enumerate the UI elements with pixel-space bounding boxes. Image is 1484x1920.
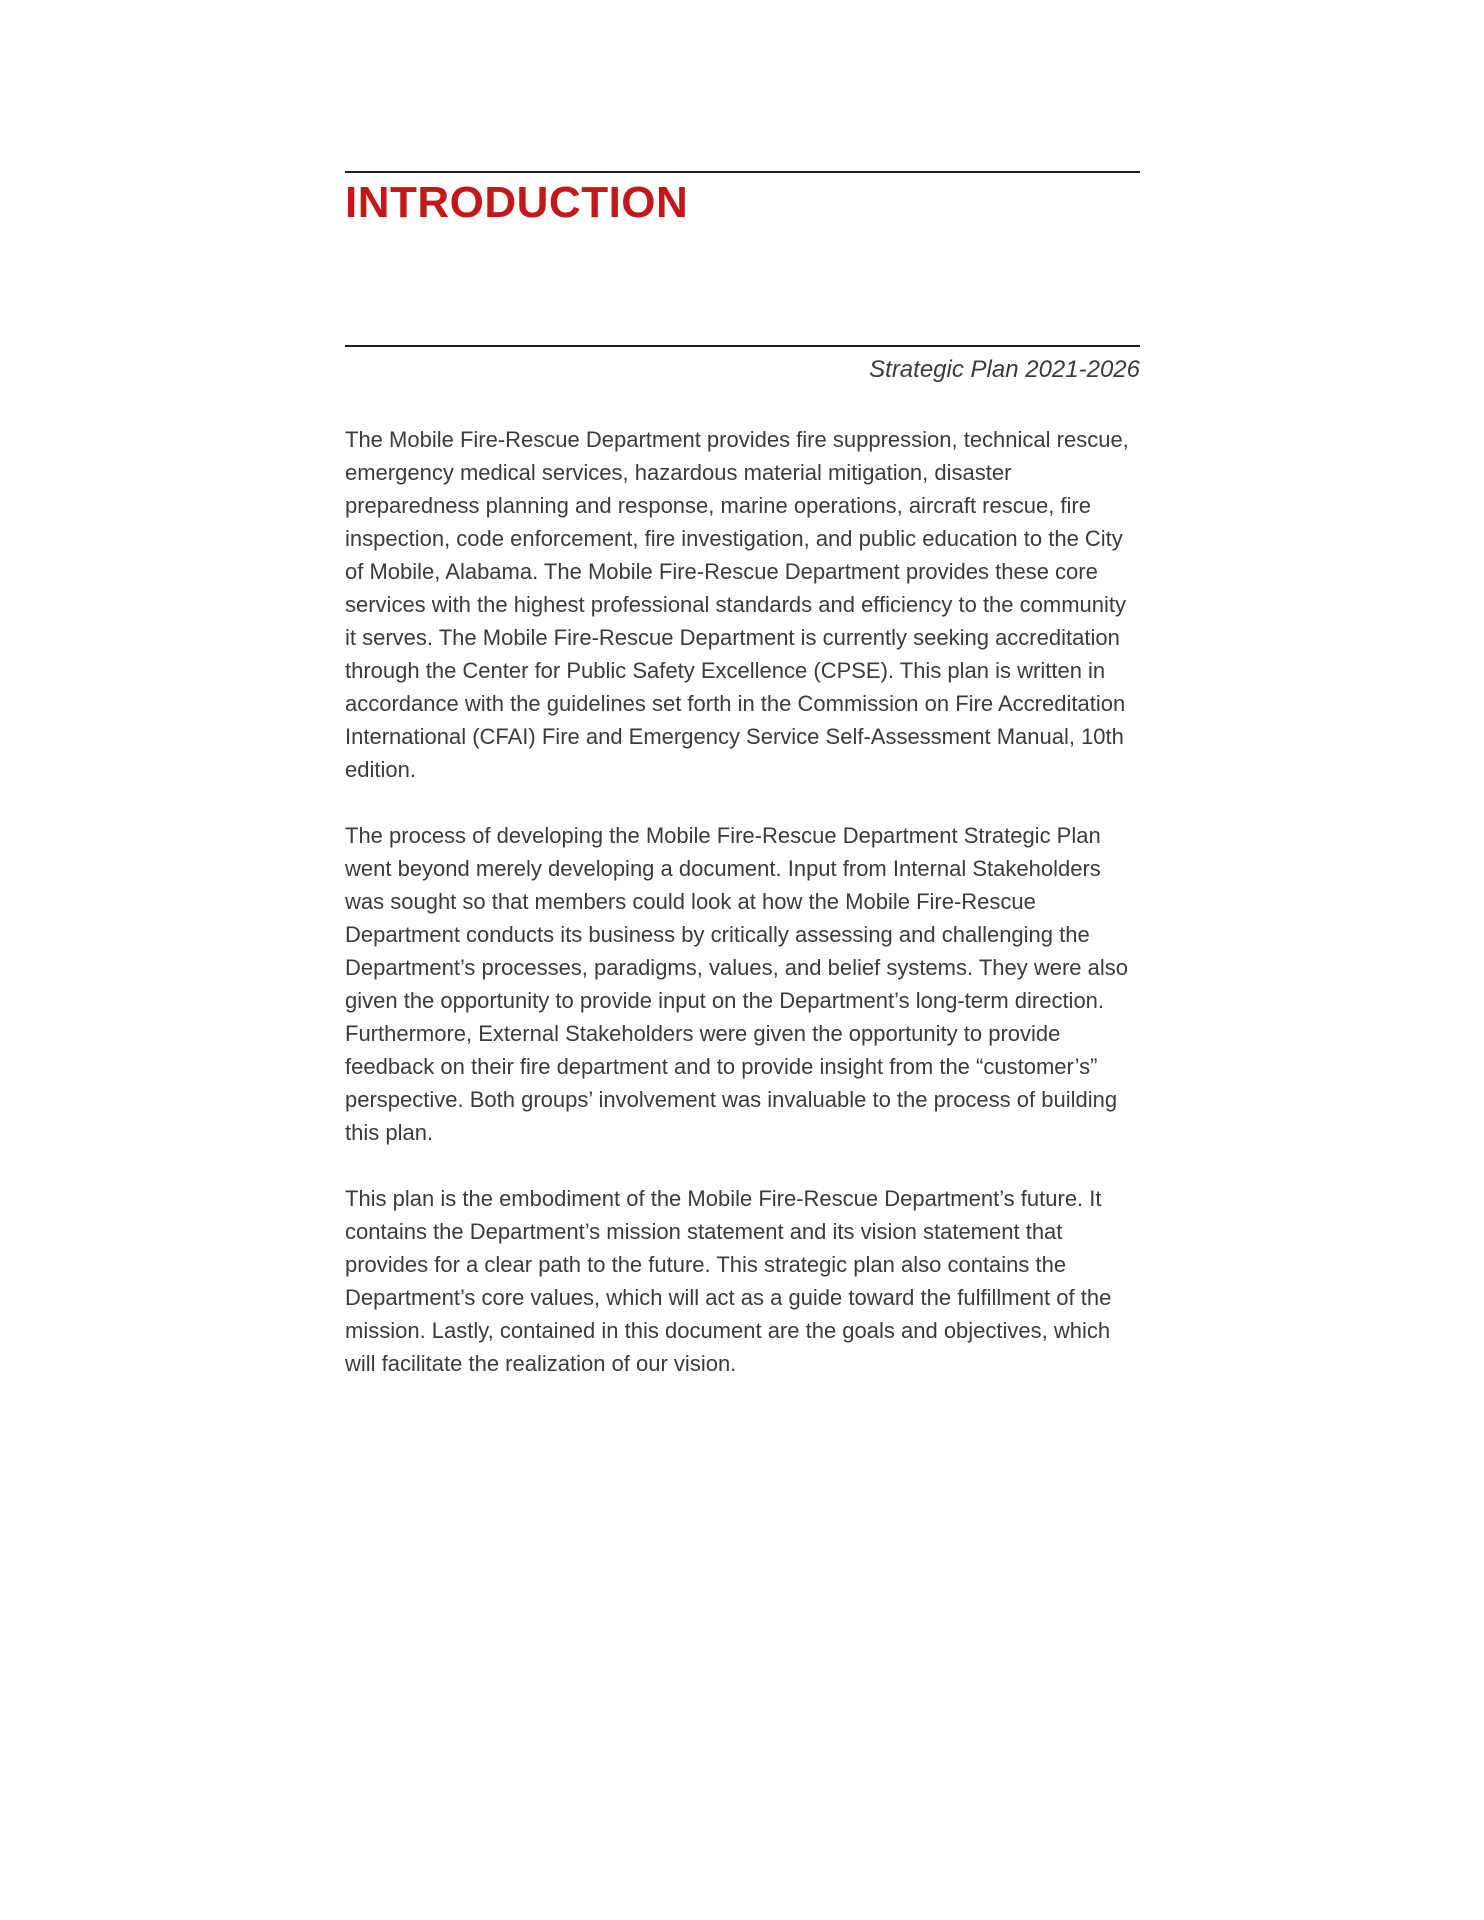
body-paragraph-2: The process of developing the Mobile Fire-Rescue Department Strategic Plan went beyond merely developing a document. Input from Internal Stakeholders was sought so that members could look at how the Mobile Fire-Rescue Department conducts its business by critically assessing and challenging the Department’s processes, paradigms, values, and belief systems. They were also given the opportunity to provide input on the Department’s long-term direction. Furthermore, External Stakeholders were given the opportunity to provide feedback on their fire department and to provide insight from the “customer’s” perspective. Both groups’ involvement was invaluable to the process of building this plan.	[345, 823, 1128, 1145]
body-text	[345, 423, 1140, 1380]
page-title: INTRODUCTION	[345, 178, 689, 227]
horizontal-rule-top	[345, 171, 1140, 173]
document-subtitle: Strategic Plan 2021-2026	[869, 356, 1140, 383]
horizontal-rule-middle	[345, 345, 1140, 347]
content-column	[345, 0, 1140, 1413]
body-paragraph-3: This plan is the embodiment of the Mobile Fire-Rescue Department’s future. It contains the Department’s mission statement and its vision statement that provides for a clear path to the future. This strategic plan also contains the Department’s core values, which will act as a guide toward the fulfillment of the mission. Lastly, contained in this document are the goals and objectives, which will facilitate the realization of our vision.	[345, 1186, 1112, 1376]
body-paragraph-1: The Mobile Fire-Rescue Department provides fire suppression, technical rescue, emergency medical services, hazardous material mitigation, disaster preparedness planning and response, marine operations, aircraft rescue, fire inspection, code enforcement, fire investigation, and public education to the City of Mobile, Alabama. The Mobile Fire-Rescue Department provides these core services with the highest professional standards and efficiency to the community it serves. The Mobile Fire-Rescue Department is currently seeking accreditation through the Center for Public Safety Excellence (CPSE). This plan is written in accordance with the guidelines set forth in the Commission on Fire Accreditation International (CFAI) Fire and Emergency Service Self-Assessment Manual, 10th edition.	[345, 427, 1129, 782]
